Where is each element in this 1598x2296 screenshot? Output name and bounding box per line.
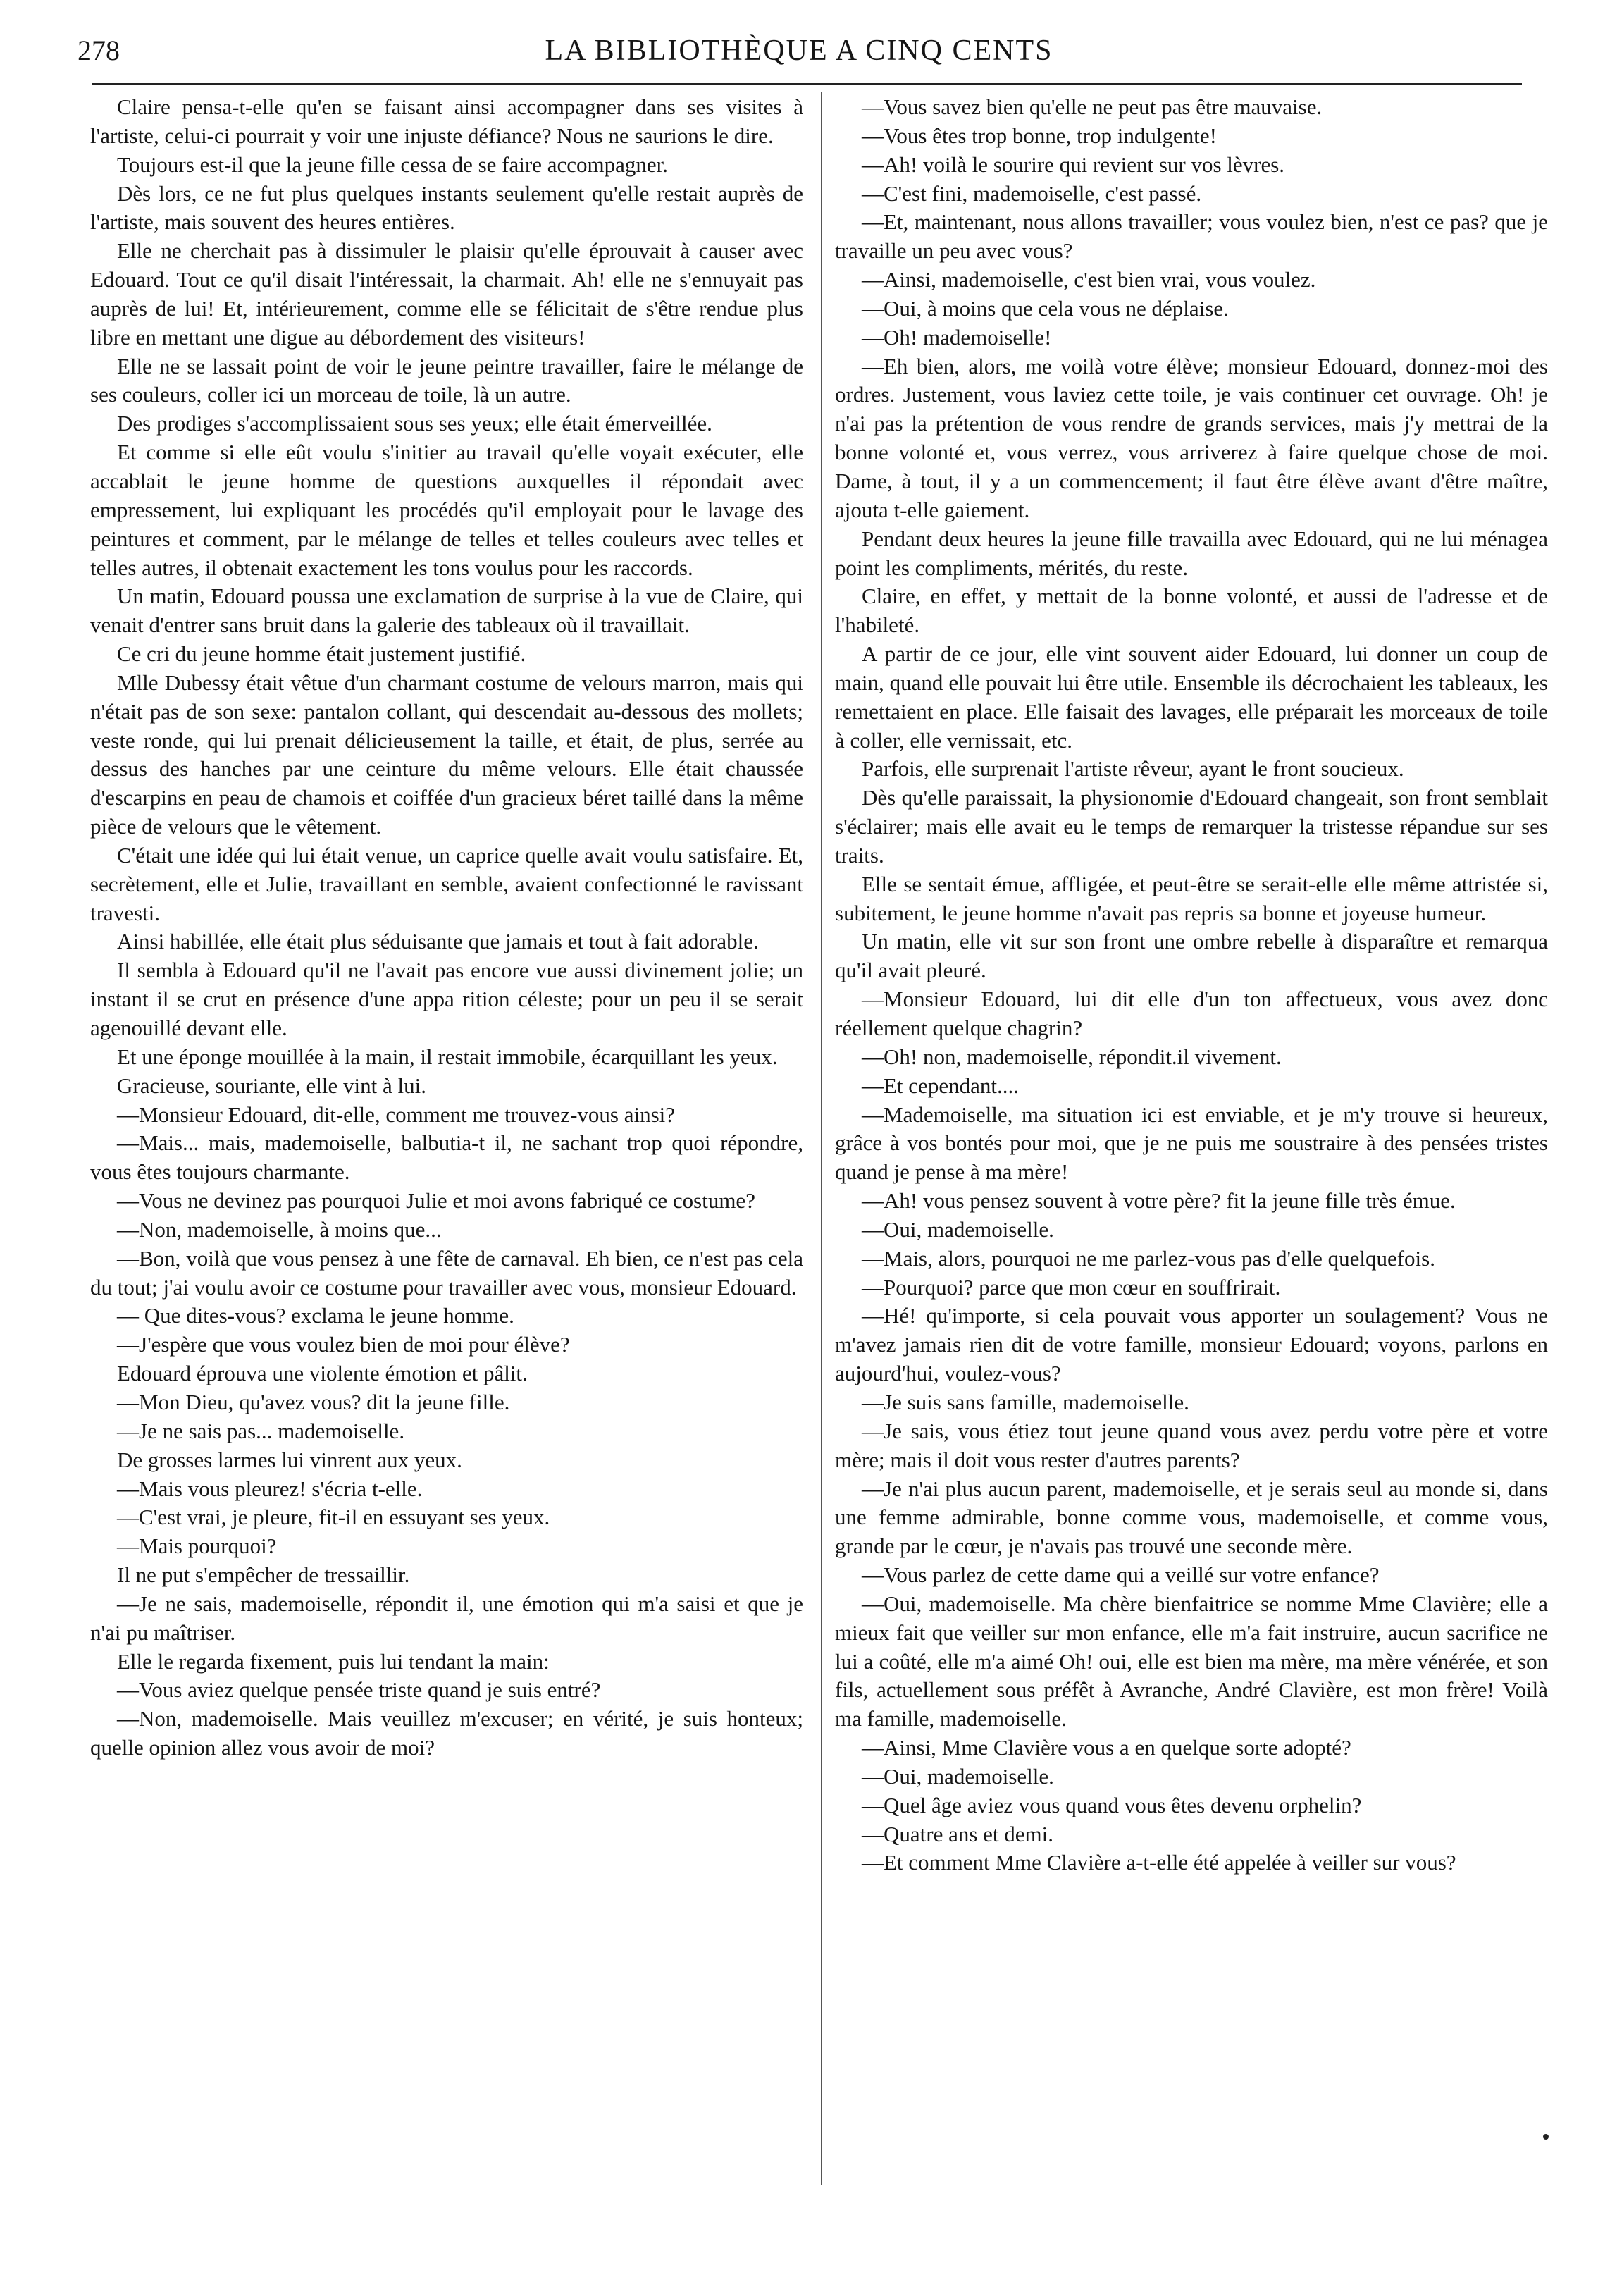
paragraph: —Vous aviez quelque pensée triste quand je suis entré? bbox=[117, 1677, 601, 1703]
paragraph: De grosses larmes lui vinrent aux yeux. bbox=[117, 1447, 462, 1472]
paragraph: —Mais... mais, mademoiselle, balbutia-t il, ne sachant trop quoi répondre, vous êtes toujours charmante. bbox=[90, 1130, 803, 1185]
paragraph: —Quatre ans et demi. bbox=[862, 1821, 1054, 1846]
paragraph: —Monsieur Edouard, dit-elle, comment me trouvez-vous ainsi? bbox=[117, 1101, 676, 1127]
paragraph: —Oh! non, mademoiselle, répondit.il vivement. bbox=[862, 1044, 1282, 1069]
page-header bbox=[78, 30, 1520, 75]
paragraph: —C'est vrai, je pleure, fit-il en essuyant ses yeux. bbox=[117, 1505, 550, 1530]
paragraph: Elle se sentait émue, affligée, et peut-être se serait-elle elle même attristée si, subitement, le jeune homme n'avait pas repris sa bonne et joyeuse humeur. bbox=[835, 871, 1548, 925]
paragraph: —Je ne sais pas... mademoiselle. bbox=[117, 1418, 405, 1443]
paragraph: Elle le regarda fixement, puis lui tendant la main: bbox=[117, 1648, 550, 1674]
paragraph: —Non, mademoiselle. Mais veuillez m'excuser; en vérité, je suis honteux; quelle opinion allez vous avoir de moi? bbox=[90, 1706, 803, 1760]
paragraph: —Et comment Mme Clavière a-t-elle été appelée à veiller sur vous? bbox=[862, 1850, 1456, 1875]
paragraph: —Oui, mademoiselle. Ma chère bienfaitrice se nomme Mme Clavière; elle a mieux fait que veiller sur mon enfance, elle m'a fait instruire, aucun sacrifice ne lui a coûté, elle m'a aimé Oh! oui, elle est bien ma mère, ma mère vénérée, et son fils, actuellement sous préfêt à Avranche, André Clavière, est mon frère! Voilà ma famille, mademoiselle. bbox=[835, 1591, 1548, 1732]
paragraph: —Quel âge aviez vous quand vous êtes devenu orphelin? bbox=[862, 1792, 1362, 1817]
paragraph: —Je sais, vous étiez tout jeune quand vous avez perdu votre père et votre mère; mais il doit vous rester d'autres parents? bbox=[835, 1418, 1548, 1472]
paragraph: —Vous parlez de cette dame qui a veillé sur votre enfance? bbox=[862, 1562, 1380, 1588]
paragraph: —Hé! qu'importe, si cela pouvait vous apporter un soulagement? Vous ne m'avez jamais rien dit de votre famille, monsieur Edouard; voyons, parlons en aujourd'hui, voulez-vous? bbox=[835, 1303, 1548, 1386]
paragraph: Toujours est-il que la jeune fille cessa de se faire accompagner. bbox=[117, 152, 668, 177]
paragraph: —Mon Dieu, qu'avez vous? dit la jeune fille. bbox=[117, 1389, 510, 1414]
paragraph: —Mais vous pleurez! s'écria t-elle. bbox=[117, 1476, 423, 1501]
header-rule bbox=[92, 83, 1522, 85]
paragraph: A partir de ce jour, elle vint souvent aider Edouard, lui donner un coup de main, quand elle pouvait lui être utile. Ensemble ils décrochaient les tableaux, les remettaient en place. Elle faisait des lavages, elle préparait les morceaux de toile à coller, elle vernissait, etc. bbox=[835, 641, 1548, 753]
page-number: 278 bbox=[78, 35, 120, 66]
paragraph: —Pourquoi? parce que mon cœur en souffrirait. bbox=[862, 1274, 1281, 1300]
paragraph: —Ainsi, Mme Clavière vous a en quelque sorte adopté? bbox=[862, 1735, 1351, 1760]
paragraph: —Je n'ai plus aucun parent, mademoiselle, et je serais seul au monde si, dans une femme admirable, bonne comme vous, mademoiselle, et comme vous, grande par le cœur, je n'avais pas trouvé une seconde mère. bbox=[835, 1476, 1548, 1559]
paragraph: —Oui, mademoiselle. bbox=[862, 1763, 1054, 1789]
paragraph: Un matin, Edouard poussa une exclamation de surprise à la vue de Claire, qui venait d'entrer sans bruit dans la galerie des tableaux où il travaillait. bbox=[90, 584, 803, 638]
paragraph: —Oh! mademoiselle! bbox=[862, 324, 1052, 350]
paragraph: C'était une idée qui lui était venue, un caprice quelle avait voulu satisfaire. Et, secrètement, elle et Julie, travaillant en semble, avaient confectionné le ravissant travesti. bbox=[90, 842, 803, 925]
paragraph: Ce cri du jeune homme était justement justifié. bbox=[117, 641, 526, 667]
paragraph: Claire pensa-t-elle qu'en se faisant ainsi accompagner dans ses visites à l'artiste, celui-ci pourrait y voir une injuste défiance? Nous ne saurions le dire. bbox=[90, 94, 803, 148]
paragraph: Un matin, elle vit sur son front une ombre rebelle à disparaître et remarqua qu'il avait pleuré. bbox=[835, 929, 1548, 983]
paragraph: Elle ne cherchait pas à dissimuler le plaisir qu'elle éprouvait à causer avec Edouard. Tout ce qu'il disait l'intéressait, la charmait. Ah! elle ne s'ennuyait pas auprès de lui! Et, intérieurement, comme elle se félicitait de s'être rendue plus libre en mettant une digue au débordement des visiteurs! bbox=[90, 238, 803, 350]
paragraph: —Vous êtes trop bonne, trop indulgente! bbox=[862, 123, 1217, 148]
paragraph: Il ne put s'empêcher de tressaillir. bbox=[117, 1562, 410, 1588]
paragraph: Dès qu'elle paraissait, la physionomie d'Edouard changeait, son front semblait s'éclairer; mais elle avait eu le temps de remarquer la tristesse répandue sur ses traits. bbox=[835, 785, 1548, 868]
paragraph: —Oui, mademoiselle. bbox=[862, 1216, 1054, 1242]
paragraph: Ainsi habillée, elle était plus séduisante que jamais et tout à fait adorable. bbox=[117, 929, 759, 954]
paragraph: — Que dites-vous? exclama le jeune homme. bbox=[117, 1303, 514, 1328]
paragraph: Elle ne se lassait point de voir le jeune peintre travailler, faire le mélange de ses couleurs, coller ici un morceau de toile, là un autre. bbox=[90, 353, 803, 407]
running-title: LA BIBLIOTHÈQUE A CINQ CENTS bbox=[545, 35, 1053, 67]
column-divider bbox=[821, 92, 822, 2185]
paragraph: —C'est fini, mademoiselle, c'est passé. bbox=[862, 180, 1202, 206]
paragraph: Des prodiges s'accomplissaient sous ses yeux; elle était émerveillée. bbox=[117, 411, 712, 436]
paragraph: Dès lors, ce ne fut plus quelques instants seulement qu'elle restait auprès de l'artiste, mais souvent des heures entières. bbox=[90, 180, 803, 235]
paragraph: —J'espère que vous voulez bien de moi pour élève? bbox=[117, 1332, 570, 1357]
right-column bbox=[835, 93, 1548, 1877]
paragraph: Claire, en effet, y mettait de la bonne volonté, et aussi de l'adresse et de l'habileté. bbox=[835, 584, 1548, 638]
paragraph: —Ah! vous pensez souvent à votre père? fit la jeune fille très émue. bbox=[862, 1188, 1456, 1214]
paragraph: Parfois, elle surprenait l'artiste rêveur, ayant le front soucieux. bbox=[862, 756, 1404, 782]
paragraph: Il sembla à Edouard qu'il ne l'avait pas encore vue aussi divinement jolie; un instant il se crut en présence d'une appa rition céleste; pour un peu il se serait agenouillé devant elle. bbox=[90, 958, 803, 1040]
left-column bbox=[90, 93, 803, 1763]
paragraph: —Bon, voilà que vous pensez à une fête de carnaval. Eh bien, ce n'est pas cela du tout; j'ai voulu avoir ce costume pour travailler avec vous, monsieur Edouard. bbox=[90, 1245, 803, 1300]
paragraph: —Vous savez bien qu'elle ne peut pas être mauvaise. bbox=[862, 94, 1323, 119]
paragraph: —Et cependant.... bbox=[862, 1073, 1019, 1098]
paragraph: —Mais, alors, pourquoi ne me parlez-vous pas d'elle quelquefois. bbox=[862, 1245, 1435, 1271]
paragraph: —Je suis sans famille, mademoiselle. bbox=[862, 1389, 1189, 1414]
paragraph: —Mademoiselle, ma situation ici est enviable, et je m'y trouve si heureux, grâce à vos bontés pour moi, que je ne puis me soustraire à des pensées tristes quand je pense à ma mère! bbox=[835, 1101, 1548, 1185]
paragraph: —Ainsi, mademoiselle, c'est bien vrai, vous voulez. bbox=[862, 267, 1316, 292]
paragraph: Pendant deux heures la jeune fille travailla avec Edouard, qui ne lui ménagea point les compliments, mérités, du reste. bbox=[835, 526, 1548, 580]
paragraph: —Eh bien, alors, me voilà votre élève; monsieur Edouard, donnez-moi des ordres. Justement, vous laviez cette toile, je vais continuer cet ouvrage. Oh! je n'ai pas la prétention de vous rendre de grands services, mais j'y mettrai de la bonne volonté et, vous verrez, vous arriverez à faire quelque chose de moi. Dame, à tout, il y a un commencement; il faut être élève avant d'être maître, ajouta t-elle gaiement. bbox=[835, 353, 1548, 522]
paragraph: —Monsieur Edouard, lui dit elle d'un ton affectueux, vous avez donc réellement quelque chagrin? bbox=[835, 987, 1548, 1040]
paragraph: —Mais pourquoi? bbox=[117, 1533, 277, 1559]
paragraph: Gracieuse, souriante, elle vint à lui. bbox=[117, 1073, 427, 1098]
paragraph: Mlle Dubessy était vêtue d'un charmant costume de velours marron, mais qui n'était pas de son sexe: pantalon collant, qui descendait au-dessous des mollets; veste ronde, qui lui prenait délicieusement la taille, et était, de plus, serrée au dessus des hanches par une ceinture du même velours. Elle était chaussée d'escarpins en peau de chamois et coiffée d'un gracieux béret taillé dans la même pièce de velours que le vêtement. bbox=[90, 669, 803, 839]
paragraph: —Vous ne devinez pas pourquoi Julie et moi avons fabriqué ce costume? bbox=[117, 1188, 755, 1214]
paragraph: —Et, maintenant, nous allons travailler; vous voulez bien, n'est ce pas? que je travaille un peu avec vous? bbox=[835, 209, 1548, 264]
paragraph: —Oui, à moins que cela vous ne déplaise. bbox=[862, 295, 1229, 321]
paragraph: Et une éponge mouillée à la main, il restait immobile, écarquillant les yeux. bbox=[117, 1044, 778, 1069]
paragraph: —Ah! voilà le sourire qui revient sur vos lèvres. bbox=[862, 152, 1285, 177]
paragraph: Et comme si elle eût voulu s'initier au travail qu'elle voyait exécuter, elle accablait le jeune homme de questions auxquelles il répondait avec empressement, lui expliquant les procédés qu'il employait pour le lavage des peintures et comment, par le mélange de telles et telles couleurs avec telles et telles autres, il obtenait exactement les tons voulus pour les raccords. bbox=[90, 440, 803, 580]
paragraph: —Je ne sais, mademoiselle, répondit il, une émotion qui m'a saisi et que je n'ai pu maîtriser. bbox=[90, 1591, 803, 1645]
paragraph: Edouard éprouva une violente émotion et pâlit. bbox=[117, 1361, 528, 1386]
stray-dot-mark bbox=[1543, 2134, 1549, 2140]
paragraph: —Non, mademoiselle, à moins que... bbox=[117, 1216, 442, 1242]
